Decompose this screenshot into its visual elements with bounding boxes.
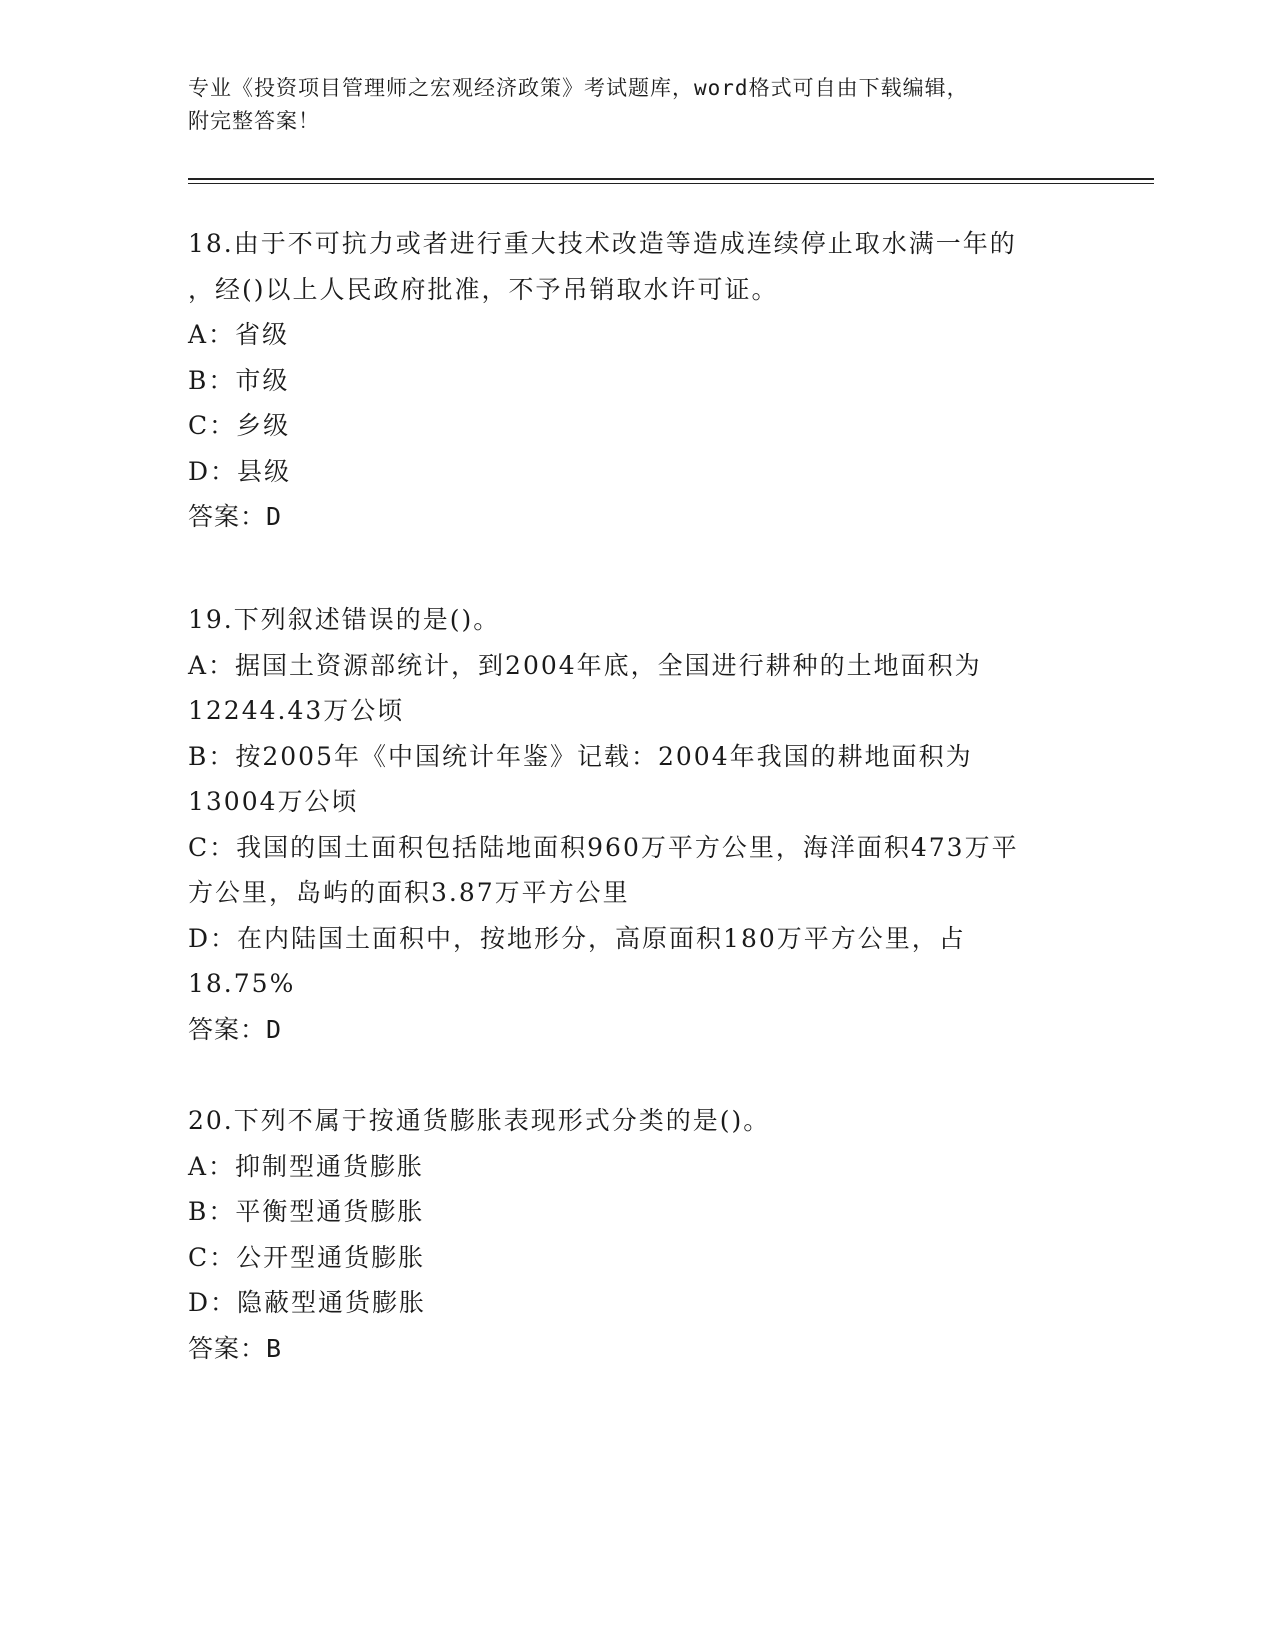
option-b: B：平衡型通货膨胀 [188, 1197, 425, 1226]
option-c-continued: 方公里，岛屿的面积3.87万平方公里 [188, 878, 630, 907]
option-d-continued: 18.75% [188, 969, 296, 998]
document-header [188, 72, 1088, 138]
question-19 [188, 597, 1088, 1052]
option-d: D：在内陆国土面积中，按地形分，高原面积180万平方公里，占 [188, 923, 966, 953]
option-b: B：按2005年《中国统计年鉴》记载：2004年我国的耕地面积为 [188, 741, 973, 771]
answer-label: 答案：B [188, 1333, 283, 1363]
option-c: C：公开型通货膨胀 [188, 1242, 426, 1272]
option-a-continued: 12244.43万公顷 [188, 696, 405, 725]
option-c: C：我国的国土面积包括陆地面积960万平方公里，海洋面积473万平 [188, 832, 1019, 862]
answer-label: 答案：D [188, 502, 283, 531]
question-stem-line: 18.由于不可抗力或者进行重大技术改造等造成连续停止取水满一年的 [188, 229, 1017, 258]
option-a: A：抑制型通货膨胀 [188, 1151, 425, 1181]
header-line-1: 专业《投资项目管理师之宏观经济政策》考试题库，word格式可自由下载编辑， [188, 76, 969, 100]
option-c: C：乡级 [188, 411, 291, 440]
question-stem-line: 20.下列不属于按通货膨胀表现形式分类的是()。 [188, 1106, 771, 1135]
question-18 [188, 221, 1088, 540]
option-b: B：市级 [188, 365, 290, 395]
header-line-2: 附完整答案！ [188, 109, 320, 133]
question-stem-line: 19.下列叙述错误的是()。 [188, 605, 501, 634]
question-stem-line: ，经()以上人民政府批准，不予吊销取水许可证。 [188, 274, 779, 304]
answer-label: 答案：D [188, 1014, 283, 1044]
option-b-continued: 13004万公顷 [188, 787, 359, 816]
option-a: A：据国土资源部统计，到2004年底，全国进行耕种的土地面积为 [188, 650, 982, 680]
option-a: A：省级 [188, 320, 290, 349]
header-divider-thick [188, 178, 1154, 180]
question-20 [188, 1098, 1088, 1371]
option-d: D：县级 [188, 456, 292, 486]
header-divider-thin [188, 183, 1154, 184]
option-d: D：隐蔽型通货膨胀 [188, 1288, 427, 1317]
